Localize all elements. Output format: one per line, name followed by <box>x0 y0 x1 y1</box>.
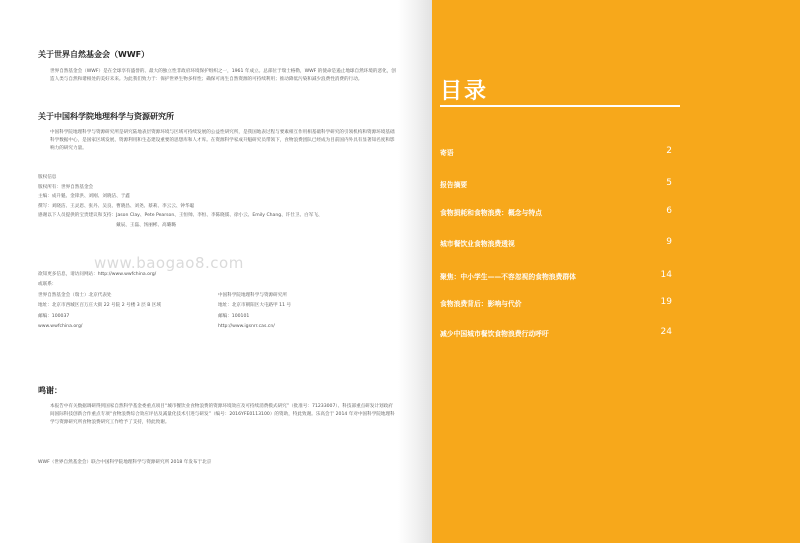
toc-item-page: 14 <box>660 270 672 280</box>
wwf-contact-name: 世界自然基金会（瑞士）北京代表处 <box>38 292 112 298</box>
acknowledgement-names: Jason Clay、Pete Pearson、王恒帅、李恒、李陈晓儒、徐小云、Emily Chang、许仕卫、白军飞、戴辰、王磊、汤丽彬、高璐璐 <box>116 213 323 228</box>
igsnrr-contact-postcode: 邮编：100101 <box>218 313 250 319</box>
wwf-contact <box>38 291 218 333</box>
about-wwf-title: 关于世界自然基金会（WWF） <box>38 50 150 59</box>
acknowledgement-row <box>38 211 398 230</box>
toc-item[interactable] <box>440 179 672 191</box>
toc-item-label: 城市餐饮业食物浪费透视 <box>440 240 515 248</box>
toc-item[interactable] <box>440 207 672 219</box>
about-igsnrr-text: 中国科学院地理科学与资源研究所是研究陆地表层资源环境与区域可持续发展的公益性研究所，是我国地表过程与要素相互作用相基础科学研究的引领机构和资源环境基础科学数据中心，是国家区域发展、资源利用和生态建设重要的思想库和人才库。在资源科学家成升魁研究员带领下，食物浪费团队已经成为目前国内外具有显著知名度和影响力的研究力量。 <box>50 130 395 151</box>
wwf-contact-address: 地址：北京市西城区百万庄大街 22 号院 2 号楼 3 层 B 区域 <box>38 303 161 309</box>
toc-item-label: 减少中国城市餐饮食物浪费行动呼吁 <box>440 330 549 338</box>
toc-item-page: 9 <box>666 237 672 247</box>
toc-item-page: 5 <box>666 178 672 188</box>
acknowledgement-label: 感谢以下人员提供的宝贵建议和支持： <box>38 213 117 219</box>
copyright-section <box>38 173 398 231</box>
toc-item-label: 寄语 <box>440 149 454 157</box>
publisher-line: WWF（世界自然基金会）联合中国科学院地理科学与资源研究所 2018 年发布于北京 <box>38 460 212 465</box>
igsnrr-contact-address: 地址：北京市朝阳区大屯路甲 11 号 <box>218 303 292 309</box>
contact-us-label: 或联系： <box>38 282 57 288</box>
igsnrr-contact-name: 中国科学院地理科学与资源研究所 <box>218 292 287 298</box>
about-wwf-text: 世界自然基金会（WWF）是在全球享有盛誉的、最大的独立性非政府环境保护组织之一，1961 年成立。总部位于瑞士格勒，WWF 的使命是遏止地球自然环境的恶化，创造人类与自然和谐相处的美好未来。为此我们致力于：保护世界生物多样性；确保可再生自然资源的可持续利用；推动降低污染和减少浪费性消费的行动。 <box>50 69 396 82</box>
toc-item-label: 聚焦：中小学生——不容忽视的食物浪费群体 <box>440 273 576 281</box>
about-igsnrr-title: 关于中国科学院地理科学与资源研究所 <box>38 112 174 121</box>
copyright-heading: 版权信息 <box>38 175 57 180</box>
watermark: www.baogao8.com <box>94 254 244 272</box>
toc-item[interactable] <box>440 298 672 310</box>
thanks-text: 本报告中有关数据调研得到国家自然科学基金委重点项目“城市餐饮业食物浪费的资源环境效应及可持续消费模式研究”（批准号：71233007）、科技部重点研发计划政府间国际科技创新合作重点专项“食物浪费综合效应评估及减量化技术引进与研发”（编号：2016YFE0113100）的资助，特此致谢。乐高会于 2014 年对中国科学院地理科学与资源研究所食物浪费研究工作给予了支持，特此致谢。 <box>50 404 395 425</box>
thanks-title: 鸣谢： <box>38 386 62 395</box>
toc-item-label: 报告摘要 <box>440 181 468 189</box>
more-info-link[interactable]: 欲知更多信息，请访问网站：http://www.wwfchina.org/ <box>38 272 157 277</box>
toc-title: 目录 <box>440 79 489 104</box>
toc-item[interactable] <box>440 147 672 159</box>
igsnrr-contact <box>218 291 398 333</box>
igsnrr-contact-website[interactable]: http://www.igsnrr.cas.cn/ <box>218 324 275 330</box>
toc-item[interactable] <box>440 328 672 340</box>
toc-item[interactable] <box>440 238 672 250</box>
book-spine-shadow <box>398 0 432 543</box>
toc-item-page: 2 <box>666 146 672 156</box>
toc-item[interactable] <box>440 271 672 283</box>
contact-columns <box>38 291 398 333</box>
wwf-contact-website[interactable]: www.wwfchina.org/ <box>38 324 83 330</box>
toc-divider <box>440 105 680 107</box>
toc-item-page: 19 <box>660 297 672 307</box>
wwf-contact-postcode: 邮编：100037 <box>38 313 70 319</box>
copyright-rights: 版权所有：世界自然基金会 <box>38 184 94 190</box>
copyright-writers: 撰写：刘晓洁、王灵恩、张丹、吴良、曹晓昌、刘尧、蔡莉、李云云、钟华聪 <box>38 203 195 209</box>
contacts-section <box>38 270 398 332</box>
toc-item-label: 食物浪费背后：影响与代价 <box>440 300 522 308</box>
toc-item-page: 6 <box>666 206 672 216</box>
copyright-editors: 主编：成升魁、金锋洪、刘刚、刘晓洁、于鑫 <box>38 194 130 200</box>
toc-item-page: 24 <box>660 327 672 337</box>
toc-item-label: 食物损耗和食物浪费：概念与特点 <box>440 209 542 217</box>
